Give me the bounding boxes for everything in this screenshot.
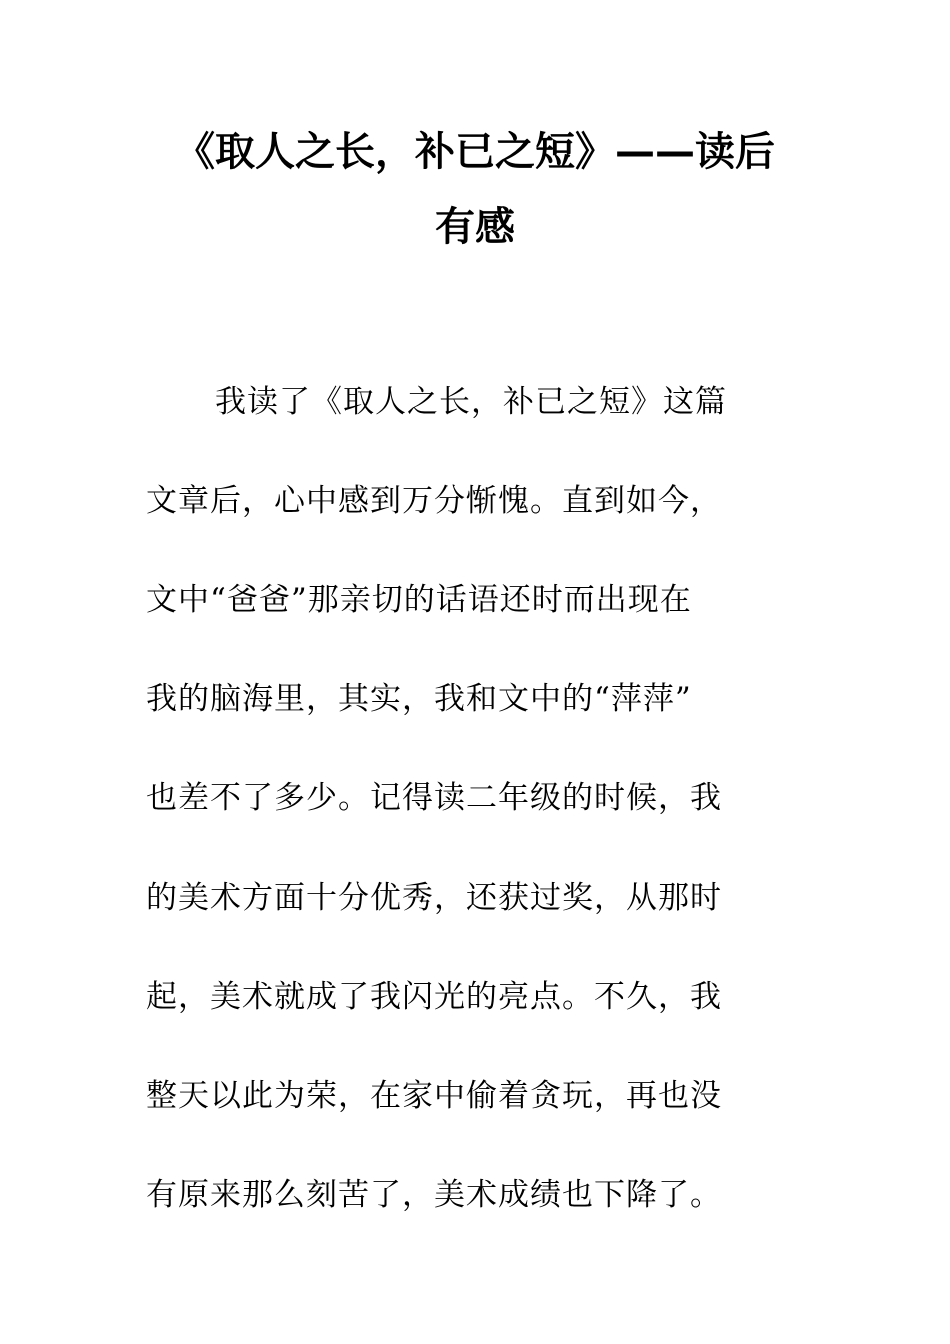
document-title-line-1: 《取人之长，补已之短》——读后: [175, 129, 775, 175]
paragraph-line-9: 有原来那么刻苦了，美术成绩也下降了。: [146, 1177, 722, 1213]
document-title-line-2: 有感: [435, 204, 515, 250]
paragraph-line-4: 我的脑海里，其实，我和文中的“萍萍”: [146, 681, 692, 717]
paragraph-line-2: 文章后，心中感到万分惭愧。直到如今，: [146, 483, 722, 519]
paragraph-line-5: 也差不了多少。记得读二年级的时候，我: [146, 780, 722, 816]
paragraph-line-8: 整天以此为荣，在家中偷着贪玩，再也没: [146, 1078, 722, 1114]
paragraph-line-1: 我读了《取人之长，补已之短》这篇: [215, 384, 727, 420]
paragraph-line-3: 文中“爸爸”那亲切的话语还时而出现在: [146, 582, 692, 618]
paragraph-line-6: 的美术方面十分优秀，还获过奖，从那时: [146, 880, 722, 916]
paragraph-line-7: 起，美术就成了我闪光的亮点。不久，我: [146, 979, 722, 1015]
